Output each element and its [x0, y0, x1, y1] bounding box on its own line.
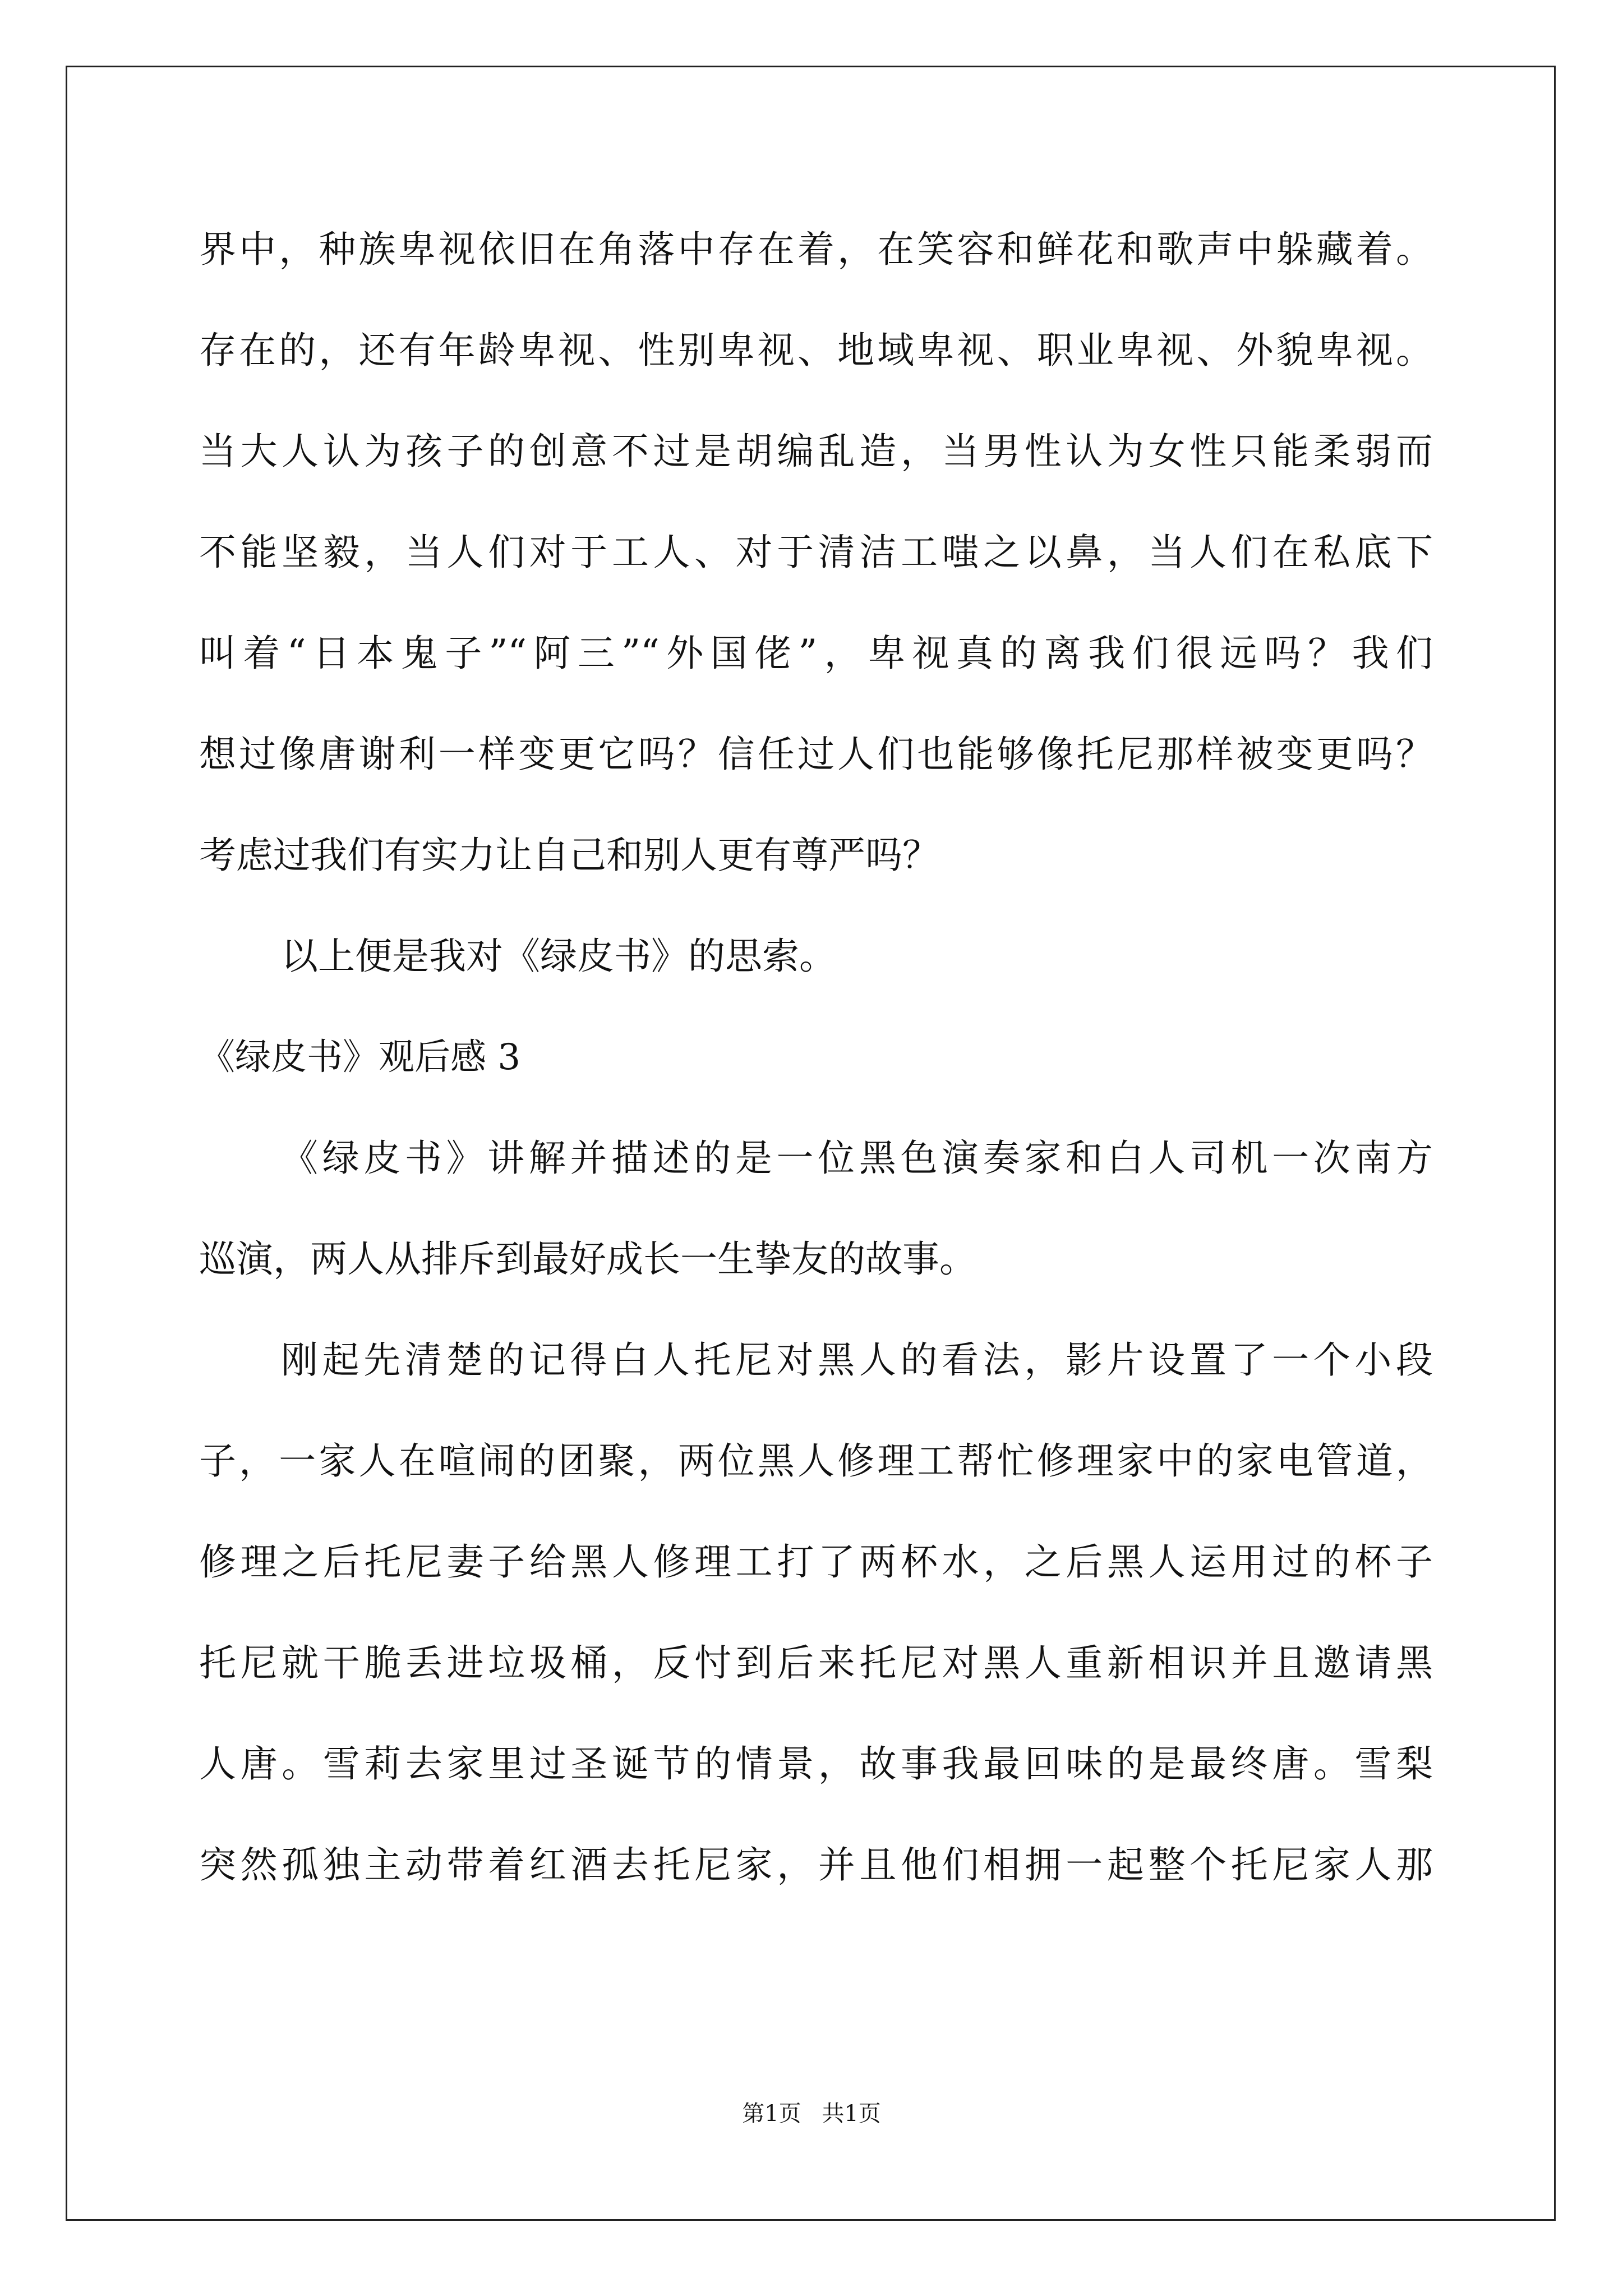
page-footer: [0, 2097, 1623, 2131]
text-line: 修理之后托尼妻子给黑人修理工打了两杯水，之后黑人运用过的杯子: [199, 1540, 1433, 1584]
document-body: [199, 216, 1433, 1932]
page-total: 共1页: [822, 2101, 881, 2127]
text-line: 刚起先清楚的记得白人托尼对黑人的看法，影片设置了一个小段: [281, 1338, 1433, 1382]
text-line: 想过像唐谢利一样变更它吗？信任过人们也能够像托尼那样被变更吗？: [199, 733, 1433, 776]
text-line: 界中，种族卑视依旧在角落中存在着，在笑容和鲜花和歌声中躲藏着。: [199, 228, 1433, 271]
text-line: 子，一家人在喧闹的团聚，两位黑人修理工帮忙修理家中的家电管道，: [199, 1439, 1433, 1483]
text-line: 以上便是我对《绿皮书》的思索。: [281, 935, 836, 978]
text-line: 巡演，两人从排斥到最好成长一生挚友的故事。: [199, 1237, 976, 1281]
text-line: 《绿皮书》讲解并描述的是一位黑色演奏家和白人司机一次南方: [281, 1137, 1433, 1180]
text-line: 人唐。雪莉去家里过圣诞节的情景，故事我最回味的是最终唐。雪梨: [199, 1742, 1433, 1786]
text-line: 叫着“日本鬼子”“阿三”“外国佬”，卑视真的离我们很远吗？我们: [199, 632, 1433, 675]
text-line: 突然孤独主动带着红酒去托尼家，并且他们相拥一起整个托尼家人那: [199, 1843, 1433, 1887]
text-line: 考虑过我们有实力让自己和别人更有尊严吗？: [199, 834, 939, 877]
text-line: 当大人认为孩子的创意不过是胡编乱造，当男性认为女性只能柔弱而: [199, 430, 1433, 473]
page-number: 第1页: [742, 2101, 801, 2127]
text-line: 不能坚毅，当人们对于工人、对于清洁工嗤之以鼻，当人们在私底下: [199, 531, 1433, 574]
text-line: 托尼就干脆丢进垃圾桶，反忖到后来托尼对黑人重新相识并且邀请黑: [199, 1641, 1433, 1685]
text-line: 存在的，还有年龄卑视、性别卑视、地域卑视、职业卑视、外貌卑视。: [199, 329, 1433, 372]
section-heading: 《绿皮书》观后感 3: [199, 1037, 521, 1078]
